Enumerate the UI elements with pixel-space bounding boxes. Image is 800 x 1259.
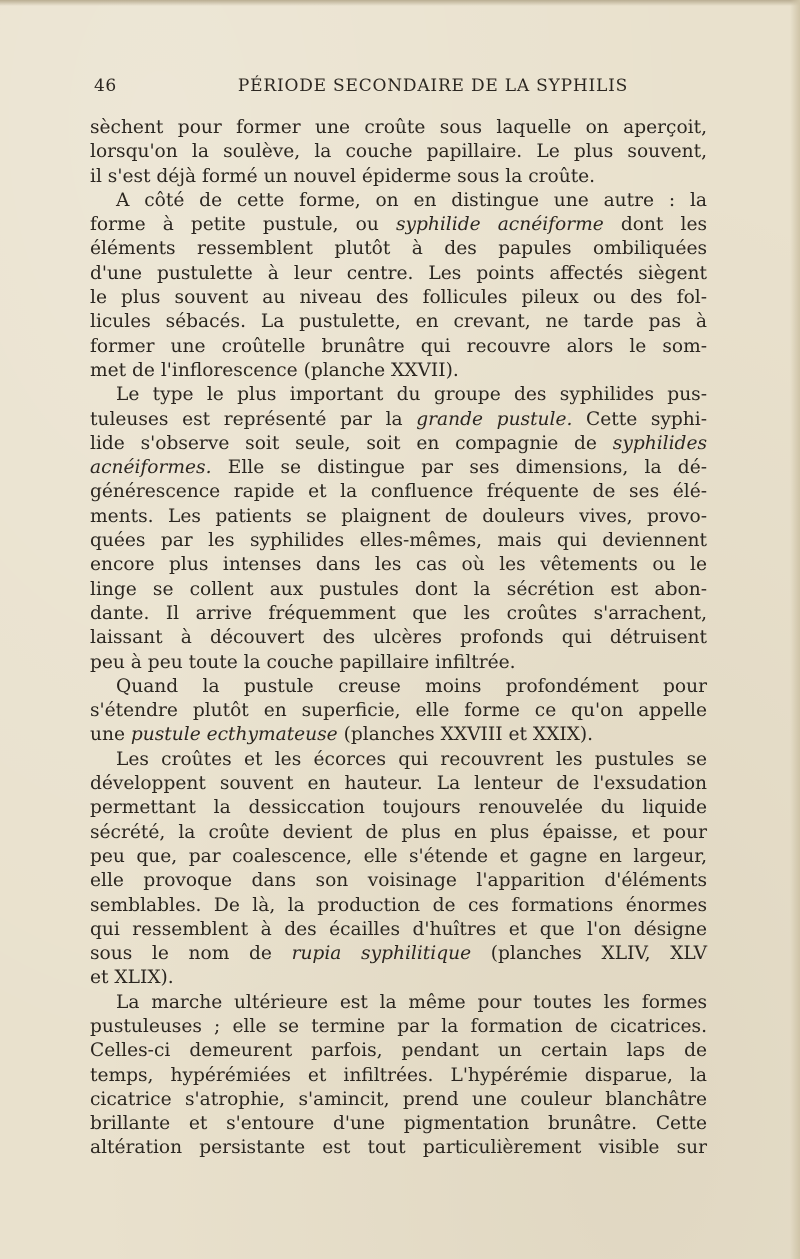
italic-term: syphilides [612, 432, 707, 454]
text-line [90, 529, 707, 553]
text-line [90, 942, 707, 966]
text-line [90, 1039, 707, 1063]
text-line [90, 821, 707, 845]
text-run: (planches XXVIII et XXIX). [337, 724, 594, 746]
text-run: altération persistante est tout particulièrement visible sur [90, 1137, 707, 1159]
text-run: dont les [603, 214, 708, 236]
page-number: 46 [94, 76, 117, 96]
text-run: sous le nom de [90, 943, 292, 965]
text-line [90, 723, 707, 747]
text-line [90, 432, 707, 456]
text-run: une [90, 724, 131, 746]
text-run: linge se collent aux pustules dont la sécrétion est abon- [90, 578, 707, 600]
text-run: et XLIX). [90, 967, 174, 989]
text-run: Les croûtes et les écorces qui recouvrent les pustules se [116, 748, 707, 770]
text-run: lorsqu'on la soulève, la couche papillaire. Le plus souvent, [90, 141, 707, 163]
italic-term: syphilide acnéiforme [395, 214, 604, 236]
text-line [90, 991, 707, 1015]
text-line [90, 966, 707, 990]
text-run: Celles-ci demeurent parfois, pendant un certain laps de [90, 1040, 707, 1062]
text-run: licules sébacés. La pustulette, en crevant, ne tarde pas à [90, 311, 707, 333]
text-run: forme à petite pustule, ou [90, 214, 396, 236]
text-line [90, 1088, 707, 1112]
text-line [90, 602, 707, 626]
running-head: PÉRIODE SECONDAIRE DE LA SYPHILIS [237, 76, 629, 96]
text-run: former une croûtelle brunâtre qui recouvre alors le som- [90, 335, 707, 357]
italic-term: pustule ecthymateuse [130, 724, 338, 746]
text-run: éléments ressemblent plutôt à des papules ombiliquées [90, 238, 707, 260]
text-run: le plus souvent au niveau des follicules pileux ou des fol- [90, 287, 707, 309]
text-line [90, 918, 707, 942]
text-line [90, 1112, 707, 1136]
page-header [90, 76, 710, 100]
text-line [90, 1064, 707, 1088]
text-line [90, 651, 707, 675]
text-line [90, 505, 707, 529]
text-run: temps, hypérémiées et infiltrées. L'hypérémie disparue, la [90, 1064, 707, 1086]
text-line [90, 748, 707, 772]
text-run: dante. Il arrive fréquemment que les croûtes s'arrachent, [90, 602, 707, 624]
text-run: met de l'inflorescence (planche XXVII). [90, 359, 459, 381]
text-run: semblables. De là, la production de ces formations énormes [90, 894, 707, 916]
text-run: laissant à découvert des ulcères profonds qui détruisent [90, 627, 707, 649]
italic-term: grande pustule. [416, 408, 573, 430]
text-run: A côté de cette forme, on en distingue une autre : la [116, 189, 707, 211]
text-run: peu que, par coalescence, elle s'étende et gagne en largeur, [90, 845, 707, 867]
text-line [90, 189, 707, 213]
text-run: Le type le plus important du groupe des syphilides pus- [116, 384, 707, 406]
text-line [90, 626, 707, 650]
text-run: générescence rapide et la confluence fréquente de ses élé- [90, 481, 707, 503]
text-line [90, 262, 707, 286]
text-line [90, 675, 707, 699]
text-run: La marche ultérieure est la même pour toutes les formes [116, 991, 707, 1013]
text-run: cicatrice s'atrophie, s'amincit, prend une couleur blanchâtre [90, 1088, 707, 1110]
text-line [90, 140, 707, 164]
text-run: brillante et s'entoure d'une pigmentation brunâtre. Cette [90, 1113, 707, 1135]
text-run: lide s'observe soit seule, soit en compagnie de [90, 432, 613, 454]
text-line [90, 869, 707, 893]
text-line [90, 383, 707, 407]
text-run: pustuleuses ; elle se termine par la formation de cicatrices. [90, 1015, 707, 1037]
text-line [90, 1015, 707, 1039]
text-line [90, 456, 707, 480]
text-run: tuleuses est représenté par la [90, 408, 417, 430]
text-run: s'étendre plutôt en superficie, elle forme ce qu'on appelle [90, 700, 707, 722]
text-run: Cette syphi- [572, 408, 707, 430]
text-line [90, 165, 707, 189]
text-line [90, 408, 707, 432]
text-line [90, 553, 707, 577]
text-line [90, 116, 707, 140]
body-text [90, 116, 707, 1161]
text-run: elle provoque dans son voisinage l'apparition d'éléments [90, 870, 707, 892]
text-run: Quand la pustule creuse moins profondément pour [116, 675, 707, 697]
italic-term: rupia syphilitique [291, 943, 472, 965]
text-line [90, 1136, 707, 1160]
text-run: ments. Les patients se plaignent de douleurs vives, provo- [90, 505, 707, 527]
text-run: qui ressemblent à des écailles d'huîtres et que l'on désigne [90, 918, 707, 940]
text-line [90, 699, 707, 723]
page-edge [0, 0, 800, 6]
text-line [90, 310, 707, 334]
italic-term: acnéiformes. [90, 457, 212, 479]
text-run: quées par les syphilides elles-mêmes, mais qui deviennent [90, 530, 707, 552]
text-line [90, 772, 707, 796]
text-line [90, 894, 707, 918]
text-line [90, 578, 707, 602]
text-run: sèchent pour former une croûte sous laquelle on aperçoit, [90, 117, 707, 138]
text-run: (planches XLIV, XLV [471, 943, 707, 965]
text-line [90, 237, 707, 261]
text-run: d'une pustulette à leur centre. Les points affectés siègent [90, 262, 707, 284]
text-run: Elle se distingue par ses dimensions, la dé- [211, 457, 707, 479]
text-line [90, 359, 707, 383]
text-line [90, 845, 707, 869]
text-run: encore plus intenses dans les cas où les vêtements ou le [90, 554, 707, 576]
text-run: peu à peu toute la couche papillaire infiltrée. [90, 651, 516, 673]
text-line [90, 213, 707, 237]
page-edge [790, 0, 800, 1259]
text-run: permettant la dessiccation toujours renouvelée du liquide [90, 797, 707, 819]
text-line [90, 335, 707, 359]
text-line [90, 286, 707, 310]
text-line [90, 796, 707, 820]
text-run: développent souvent en hauteur. La lenteur de l'exsudation [90, 773, 707, 795]
text-line [90, 480, 707, 504]
text-run: il s'est déjà formé un nouvel épiderme sous la croûte. [90, 165, 596, 187]
text-run: sécrété, la croûte devient de plus en plus épaisse, et pour [90, 821, 707, 843]
